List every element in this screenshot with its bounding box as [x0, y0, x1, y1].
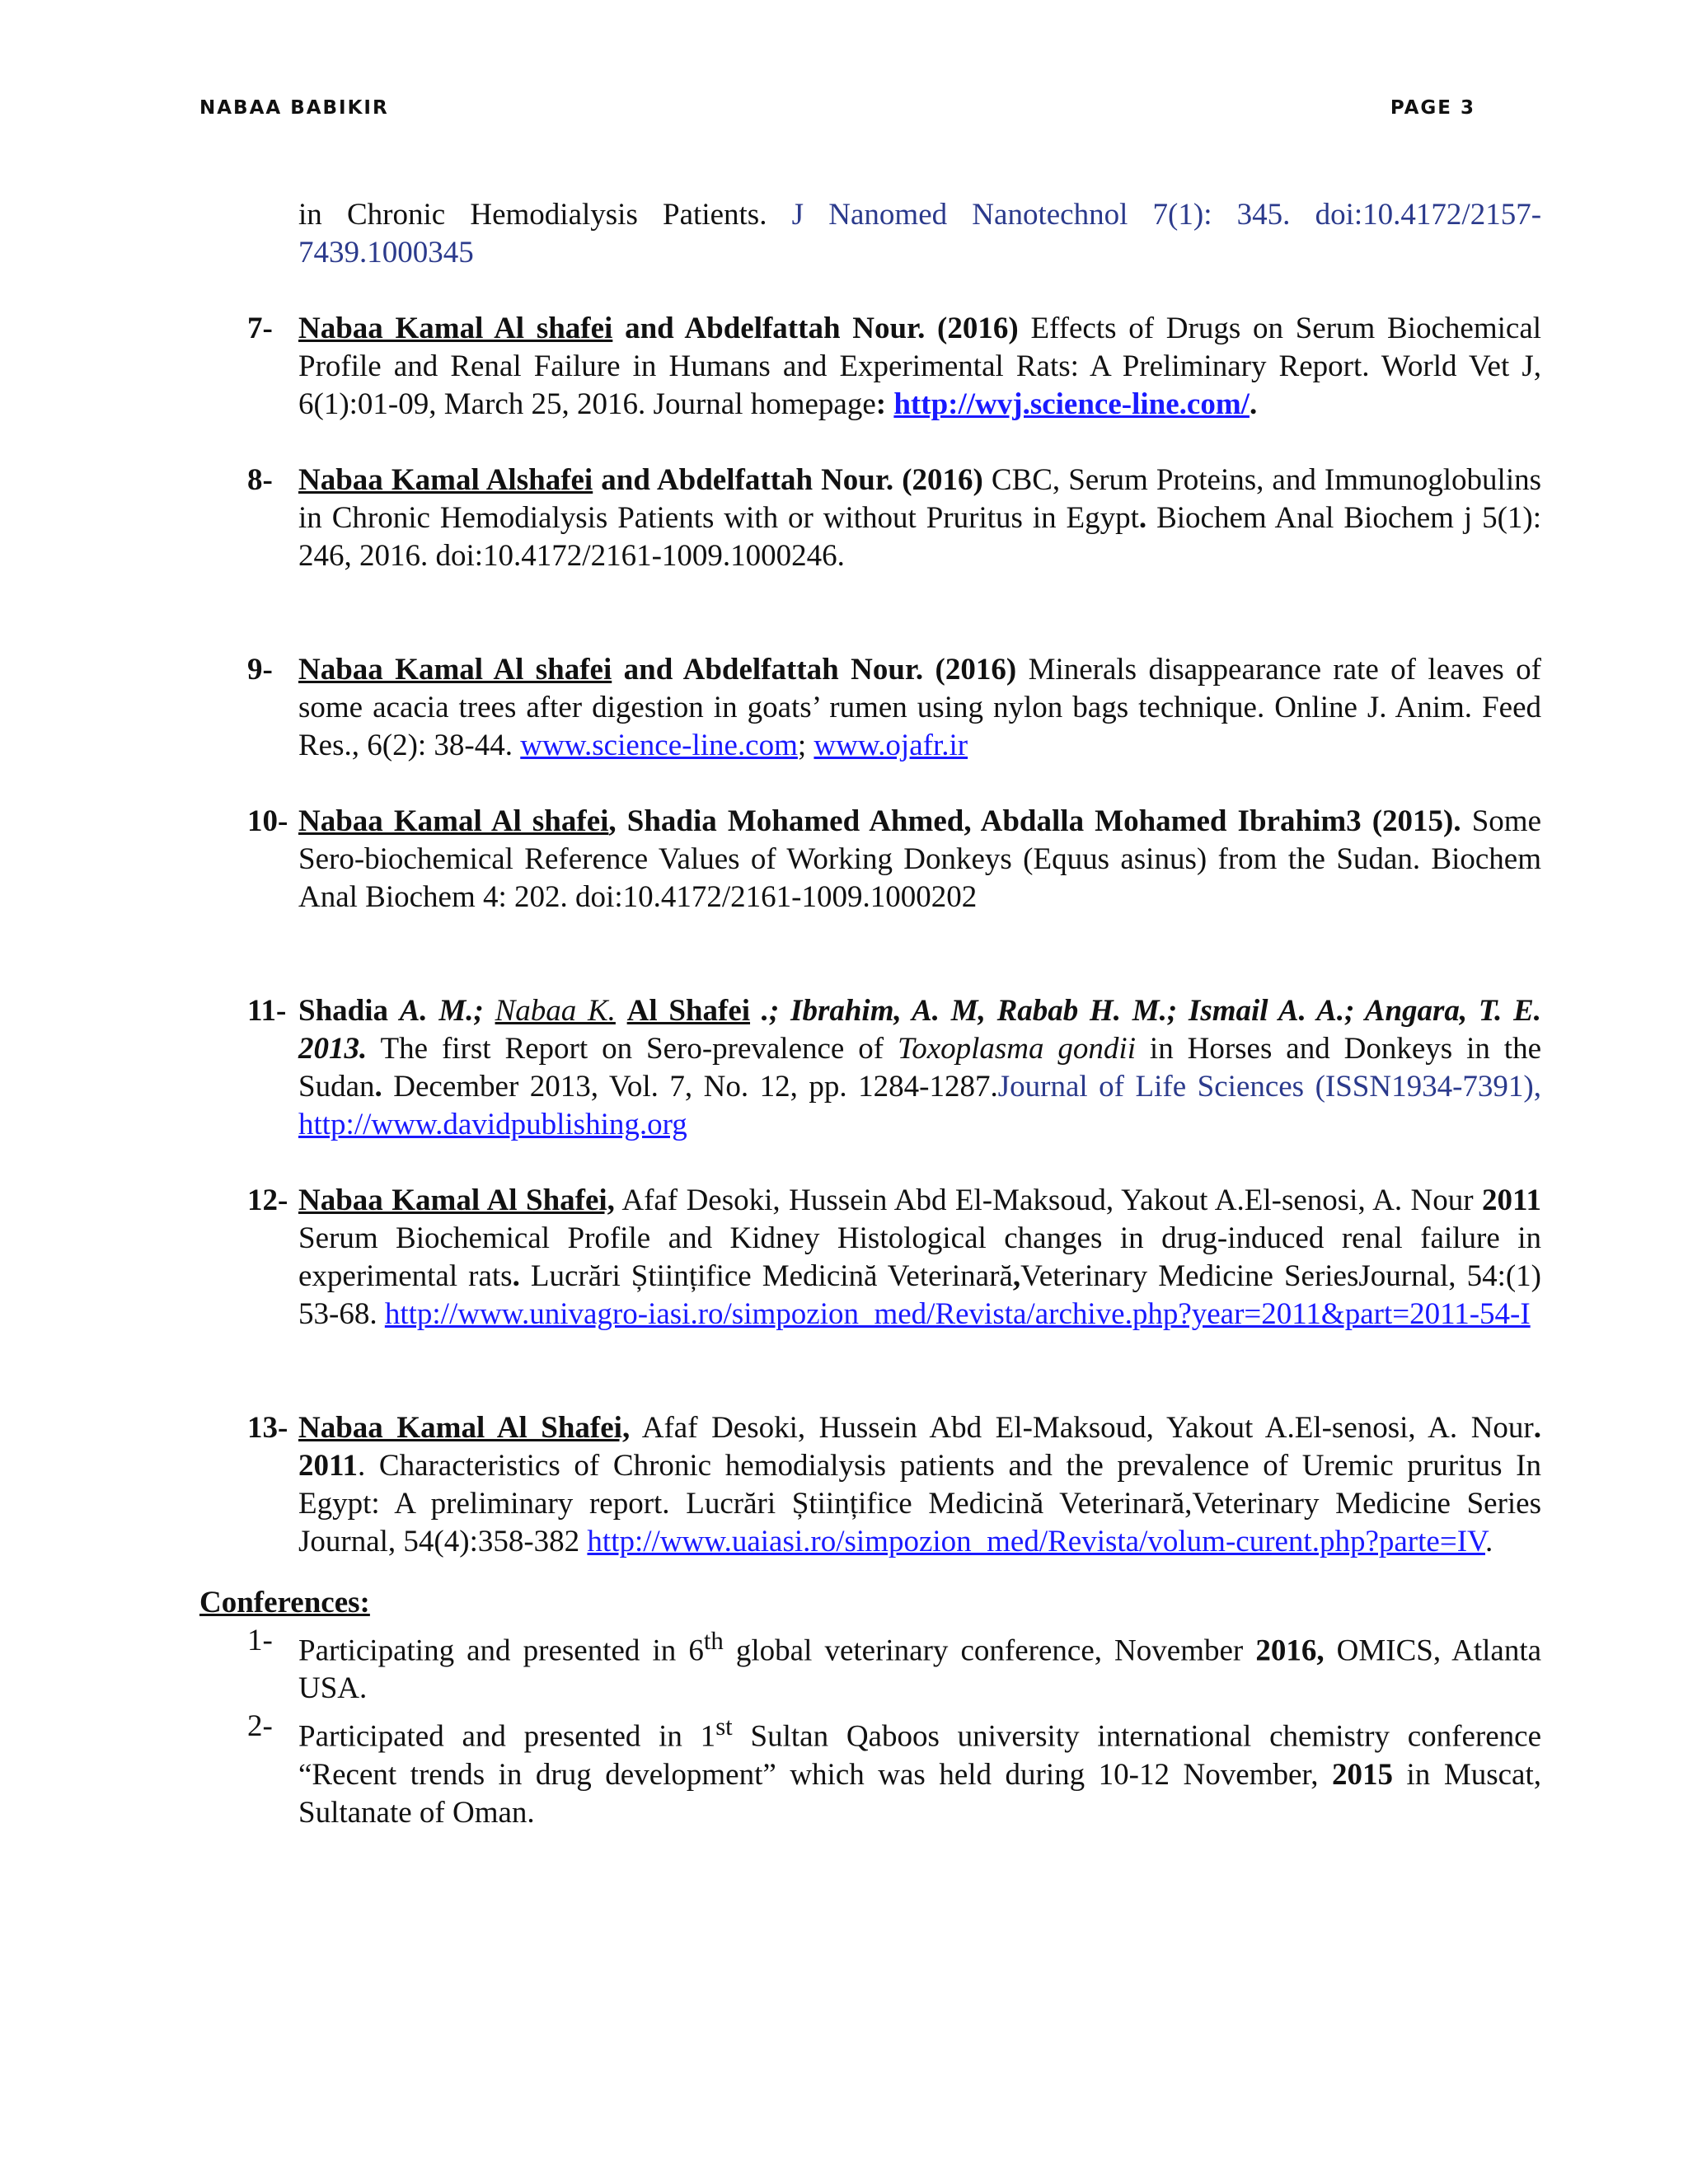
- publication-title: Minerals disappearance rate of leaves of some acacia trees after digestion in goats’ rumen using nylon bags technique. Online J. Anim. Feed Res., 6(2): 38-44.: [298, 653, 1542, 762]
- publication-date: December 2013, Vol. 7, No. 12, pp. 1284-1287.: [393, 1070, 998, 1104]
- publication-number: 11-: [247, 994, 287, 1028]
- publication-year: 2011: [1482, 1183, 1541, 1217]
- publication-dot: .: [1138, 501, 1147, 535]
- publication-number: 7-: [247, 312, 273, 345]
- publication-coauthors: and Abdelfattah Nour. (2016): [623, 653, 1017, 687]
- conference-superscript: st: [715, 1713, 733, 1741]
- publication-year: . 2011: [298, 1411, 1541, 1483]
- publication-continuation: [199, 196, 1541, 272]
- publication-journal: Lucrări Științifice Medicină Veterinară: [530, 1259, 1013, 1293]
- conference-year: 2015: [1332, 1757, 1393, 1792]
- publication-link[interactable]: http://www.uaiasi.ro/simpozion_med/Revista/volum-curent.php?parte=IV: [587, 1525, 1485, 1558]
- publication-coauthors: .; Ibrahim, A. M, Rabab H. M.; Ismail A. A.; Angara, T. E. 2013.: [298, 994, 1541, 1066]
- conferences-heading: Conferences:: [199, 1586, 370, 1619]
- publication-link[interactable]: http://www.univagro-iasi.ro/simpozion_med/Revista/archive.php?year=2011&part=2011-54-I: [384, 1297, 1531, 1331]
- publication-coauthors: Afaf Desoki, Hussein Abd El-Maksoud, Yakout A.El-senosi, A. Nour: [641, 1411, 1534, 1445]
- publication-link[interactable]: http://wvj.science-line.com/: [893, 387, 1250, 421]
- publication-11: [199, 992, 1541, 1144]
- publication-title: Some Sero-biochemical Reference Values of Working Donkeys (Equus asinus) from the Sudan. Biochem Anal Biochem 4: 202. doi:10.4172/2161-1009.1000202: [298, 804, 1541, 914]
- publication-end: .: [1484, 1525, 1493, 1558]
- publication-journal: Journal of Life Sciences (ISSN1934-7391),: [997, 1070, 1541, 1104]
- publication-number: 8-: [247, 463, 273, 497]
- publication-dot: .: [374, 1070, 382, 1104]
- publication-author-highlight: Nabaa Kamal Al shafei: [298, 804, 609, 838]
- publication-title: Serum Biochemical Profile and Kidney Histological changes in drug-induced renal failure in experimental rats: [298, 1221, 1541, 1293]
- conference-text: Participated and presented in 1: [298, 1719, 716, 1754]
- conference-location: in Muscat, Sultanate of Oman.: [298, 1757, 1542, 1830]
- publication-author-highlight: Nabaa Kamal Al Shafei,: [298, 1183, 615, 1217]
- publication-13: [199, 1409, 1541, 1561]
- publication-coauthors: , Shadia Mohamed Ahmed, Abdalla Mohamed Ibrahim3 (2015).: [608, 804, 1461, 838]
- publication-author-highlight-surname: Al Shafei: [626, 994, 751, 1028]
- publication-title-2: in Horses and Donkeys in the Sudan: [298, 1032, 1541, 1104]
- publication-number: 10-: [247, 804, 288, 838]
- conference-text-2: Sultan Qaboos university international chemistry conference “Recent trends in drug development” which was held during 10-12 November,: [298, 1719, 1542, 1792]
- publication-author-highlight: Nabaa Kamal Al Shafei,: [298, 1411, 631, 1445]
- conference-1: [199, 1622, 1541, 1708]
- header-page-number: PAGE 3: [1390, 97, 1475, 119]
- publication-number: 9-: [247, 653, 273, 687]
- publication-author-first: Shadia: [298, 994, 389, 1028]
- publication-number: 12-: [247, 1183, 288, 1217]
- link-separator: ;: [797, 729, 807, 762]
- continuation-text: in Chronic Hemodialysis Patients.: [298, 198, 767, 232]
- publication-author-highlight: Nabaa K.: [495, 994, 616, 1028]
- publication-end: .: [1249, 387, 1258, 421]
- publication-10: [199, 803, 1541, 916]
- publication-author-initials: A. M.;: [399, 994, 484, 1028]
- conference-text: Participating and presented in 6: [298, 1633, 704, 1668]
- publication-author-highlight: Nabaa Kamal Al shafei: [298, 312, 613, 345]
- publication-journal-series: Veterinary Medicine SeriesJournal, 54:(1) 53-68.: [298, 1259, 1541, 1331]
- publication-title: CBC, Serum Proteins, and Immunoglobulins in Chronic Hemodialysis Patients with or without Pruritus in Egypt: [298, 463, 1542, 535]
- publication-colon: :: [875, 387, 887, 421]
- page-header: [199, 97, 1475, 130]
- publication-12: [199, 1182, 1541, 1333]
- publication-journal: Biochem Anal Biochem j 5(1): 246, 2016. doi:10.4172/2161-1009.1000246.: [298, 501, 1542, 573]
- conference-number: 1-: [247, 1624, 273, 1657]
- publication-dot: .: [512, 1259, 520, 1293]
- continuation-journal: J Nanomed Nanotechnol 7(1): 345. doi:10.4172/2157-7439.1000345: [298, 198, 1542, 269]
- publication-link[interactable]: www.science-line.com: [520, 729, 798, 762]
- publication-comma: ,: [1012, 1259, 1021, 1293]
- publication-9: [199, 651, 1541, 765]
- conference-2: [199, 1708, 1541, 1831]
- page-body: [199, 196, 1541, 1832]
- publication-author-highlight: Nabaa Kamal Al shafei: [298, 653, 612, 687]
- publication-number: 13-: [247, 1411, 288, 1445]
- conference-location: OMICS, Atlanta USA.: [298, 1633, 1542, 1706]
- conference-number: 2-: [247, 1709, 273, 1744]
- publication-author-highlight: Nabaa Kamal Alshafei: [298, 463, 593, 497]
- publication-title: The first Report on Sero-prevalence of: [380, 1032, 884, 1066]
- publication-coauthors: and Abdelfattah Nour. (2016): [625, 312, 1019, 345]
- publication-coauthors: Afaf Desoki, Hussein Abd El-Maksoud, Yakout A.El-senosi, A. Nour: [621, 1183, 1474, 1217]
- publication-title: . Characteristics of Chronic hemodialysis patients and the prevalence of Uremic pruritus In Egypt: A preliminary report. Lucrări Științifice Medicină Veterinară,Veterinary Medicine Series Journal, 54(4):358-382: [298, 1449, 1541, 1558]
- publication-coauthors: and Abdelfattah Nour. (2016): [601, 463, 983, 497]
- publication-title: Effects of Drugs on Serum Biochemical Profile and Renal Failure in Humans and Experimental Rats: A Preliminary Report. World Vet J, 6(1):01-09, March 25, 2016. Journal homepage: [298, 312, 1542, 421]
- conference-superscript: th: [703, 1627, 724, 1655]
- publication-link[interactable]: http://www.davidpublishing.org: [298, 1108, 687, 1141]
- publication-8: [199, 462, 1541, 575]
- publication-link-2[interactable]: www.ojafr.ir: [814, 729, 968, 762]
- conference-year: 2016,: [1255, 1633, 1325, 1668]
- conference-text-2: global veterinary conference, November: [735, 1633, 1244, 1668]
- publication-species: Toxoplasma gondii: [898, 1032, 1136, 1066]
- header-author-name: NABAA BABIKIR: [199, 97, 389, 119]
- publication-7: [199, 310, 1541, 424]
